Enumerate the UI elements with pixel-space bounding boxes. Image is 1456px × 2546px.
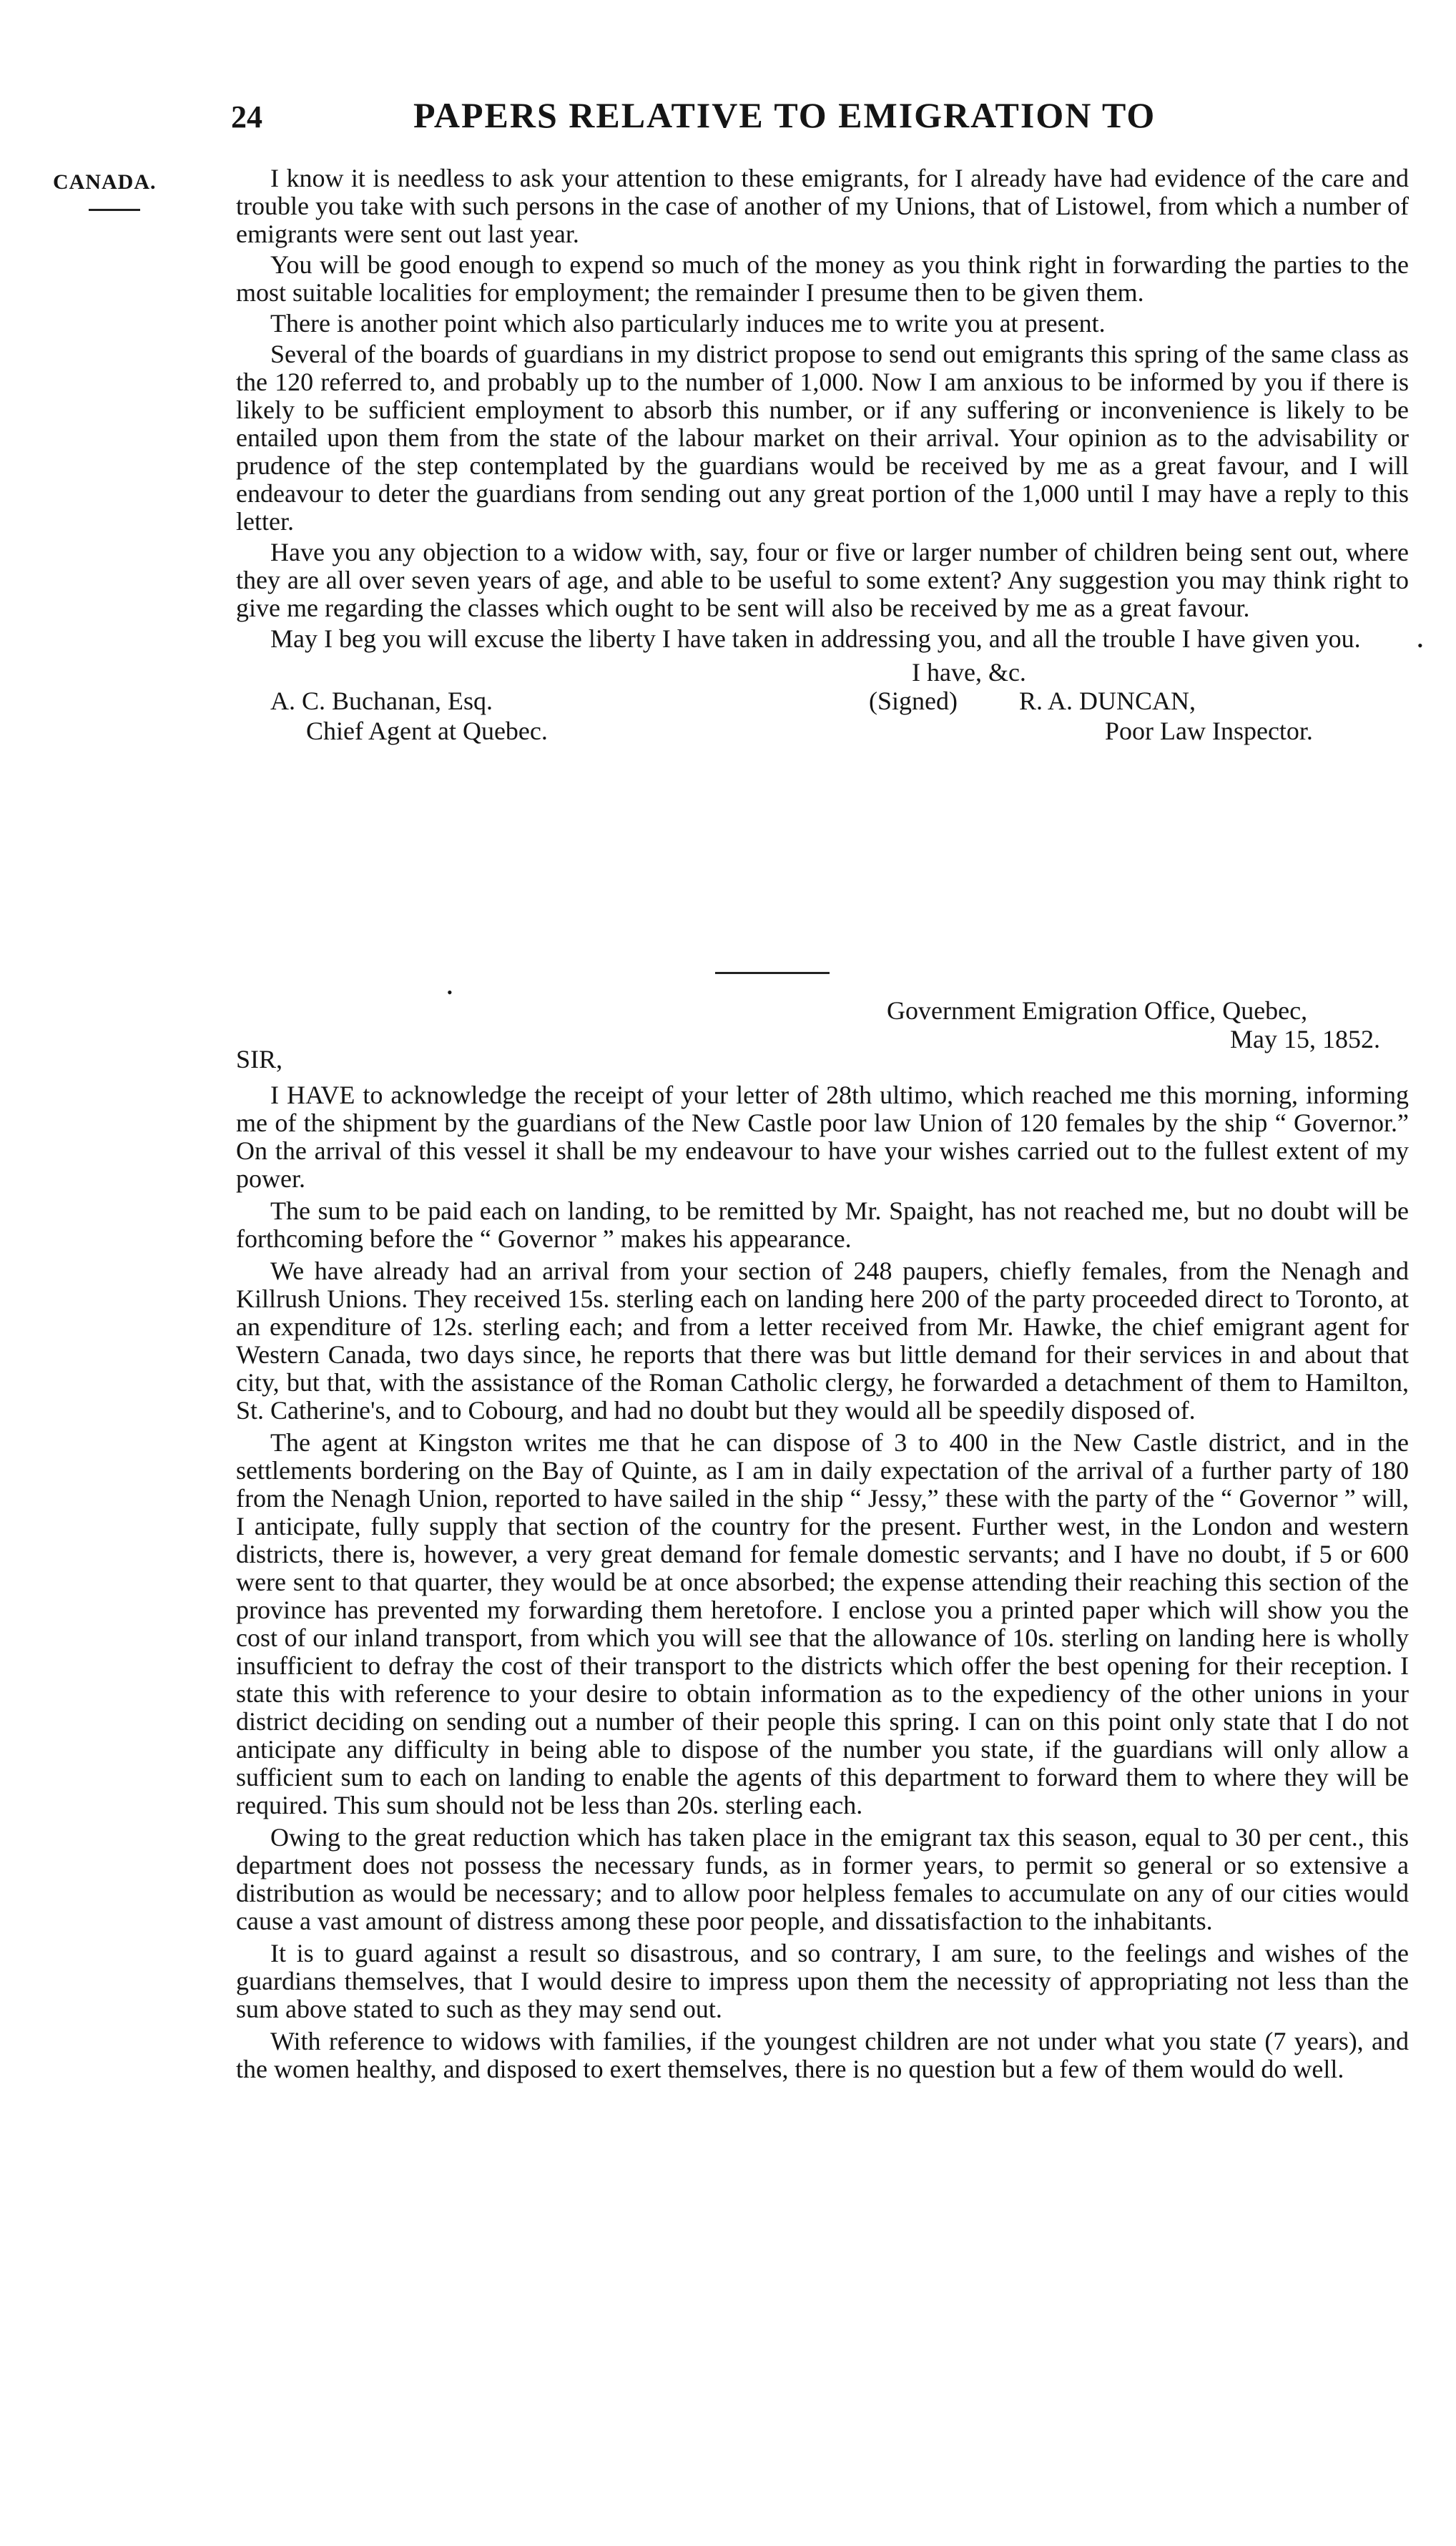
letter-2-paragraph: The sum to be paid each on landing, to be remitted by Mr. Spaight, has not reached me, but no doubt will be forthcoming before the “ Governor ” makes his appearance. xyxy=(236,1196,1409,1253)
salutation: SIR, xyxy=(236,1045,283,1073)
letter-2-paragraph: We have already had an arrival from your section of 248 paupers, chiefly females, from the Nenagh and Killrush Unions. They received 15s. sterling each on landing here 200 of the party proceeded direct to Toronto, at an expenditure of 12s. sterling each; and from a letter received from Mr. Hawke, the chief emigrant agent for Western Canada, two days since, he reports that there was but little demand for their services in and about that city, but that, with the assistance of the Roman Catholic clergy, he forwarded a detachment of them to Hamilton, St. Catherine's, and to Cobourg, and had no doubt but they would all be speedily disposed of. xyxy=(236,1257,1409,1425)
margin-mark: • xyxy=(1417,636,1423,654)
margin-label: CANADA. xyxy=(53,170,157,194)
letter-1-paragraph: Have you any objection to a widow with, say, four or five or larger number of children being sent out, where they are all over seven years of age, and able to be useful to some extent? Any suggestion you may think right to give me regarding the classes which ought to be sent will also be received by me as a great favour. xyxy=(236,538,1409,622)
addressee-name: A. C. Buchanan, Esq. xyxy=(270,687,493,715)
page-number: 24 xyxy=(231,99,262,134)
opening-text: to acknowledge the receipt of your letter of 28th ultimo, which reached me this morning, informing me of the shipment by the guardians of the New Castle poor law Union of 120 females by the ship “ Governor.” On the arrival of this vessel it shall be my endeavour to have your wishes carried out to the fullest extent of my power. xyxy=(236,1081,1410,1193)
letter-2-paragraph: With reference to widows with families, if the youngest children are not under what you state (7 years), and the women healthy, and disposed to exert themselves, there is no question but a few of them would do well. xyxy=(236,2027,1409,2083)
opening-word: I HAVE xyxy=(270,1081,355,1109)
letter-1 xyxy=(236,164,1409,763)
signatory-title: Poor Law Inspector. xyxy=(1105,717,1313,745)
date-line: May 15, 1852. xyxy=(1230,1025,1380,1053)
section-divider xyxy=(715,972,830,974)
letter-2-paragraph xyxy=(236,1081,1409,1193)
margin-rule xyxy=(89,209,140,211)
letter-1-paragraph: There is another point which also particularly induces me to write you at present. xyxy=(270,309,1106,338)
letter-1-paragraph: You will be good enough to expend so much of the money as you think right in forwarding the parties to the most suitable localities for employment; the remainder I presume then to be given them. xyxy=(236,250,1409,307)
letter-1-closing xyxy=(236,656,1409,763)
closing-phrase: I have, &c. xyxy=(912,658,1026,687)
office-line: Government Emigration Office, Quebec, xyxy=(887,996,1308,1025)
letter-1-paragraph: Several of the boards of guardians in my district propose to send out emigrants this spring of the same class as the 120 referred to, and probably up to the number of 1,000. Now I am anxious to be informed by you if there is likely to be sufficient employment to absorb this number, or if any suffering or inconvenience is likely to be entailed upon them from the state of the labour market on their arrival. Your opinion as to the advisability or prudence of the step contemplated by the guardians would be received by me as a great favour, and I will endeavour to deter the guardians from sending out any great portion of the 1,000 until I may have a reply to this letter. xyxy=(236,340,1409,536)
letter-2 xyxy=(236,994,1409,2088)
signatory-name: R. A. DUNCAN, xyxy=(1019,687,1196,715)
letter-1-paragraph: May I beg you will excuse the liberty I have taken in addressing you, and all the trouble I have given you. xyxy=(270,624,1361,653)
letter-2-paragraph: The agent at Kingston writes me that he can dispose of 3 to 400 in the New Castle district, and in the settlements bordering on the Bay of Quinte, as I am in daily expectation of the arrival of a further party of 180 from the Nenagh Union, reported to have sailed in the ship “ Jessy,” these with the party of the “ Governor ” will, I anticipate, fully supply that section of the country for the present. Further west, in the London and western districts, there is, however, a very great demand for female domestic servants; and I have no doubt, if 5 or 600 were sent to that quarter, they would be at once absorbed; the expense attending their reaching this section of the province has prevented my forwarding them heretofore. I enclose you a printed paper which will show you the cost of our inland transport, from which you will see that the allowance of 10s. sterling on landing here is wholly insufficient to defray the cost of their transport to the districts which offer the best opening for their reception. I state this with reference to your desire to obtain information as to the expediency of the other unions in your district deciding on sending out a number of their people this spring. I can on this point only state that I do not anticipate any difficulty in being able to dispose of the number you state, if the guardians will only allow a sufficient sum to each on landing to enable the agents of this department to forward them to where they will be required. This sum should not be less than 20s. sterling each. xyxy=(236,1428,1409,1819)
letter-2-paragraph: Owing to the great reduction which has taken place in the emigrant tax this season, equal to 30 per cent., this department does not possess the necessary funds, as in former years, to permit so general or so extensive a distribution as would be necessary; and to allow poor helpless females to accumulate on any of our cities would cause a vast amount of distress among these poor people, and dissatisfaction to the inhabitants. xyxy=(236,1823,1409,1935)
stray-mark: • xyxy=(447,983,453,1001)
letter-2-paragraph: It is to guard against a result so disastrous, and so contrary, I am sure, to the feelings and wishes of the guardians themselves, that I would desire to impress upon them the necessity of appropriating not less than the sum above stated to such as they may send out. xyxy=(236,1939,1409,2023)
page-header xyxy=(231,92,1411,149)
addressee-title: Chief Agent at Quebec. xyxy=(306,717,548,745)
letter-1-paragraph: I know it is needless to ask your attention to these emigrants, for I already have had evidence of the care and trouble you take with such persons in the case of another of my Unions, that of Listowel, from which a number of emigrants were sent out last year. xyxy=(236,164,1409,248)
running-head: PAPERS RELATIVE TO EMIGRATION TO xyxy=(413,95,1156,135)
signed-note: (Signed) xyxy=(869,687,958,715)
letter-2-heading xyxy=(236,994,1409,1081)
